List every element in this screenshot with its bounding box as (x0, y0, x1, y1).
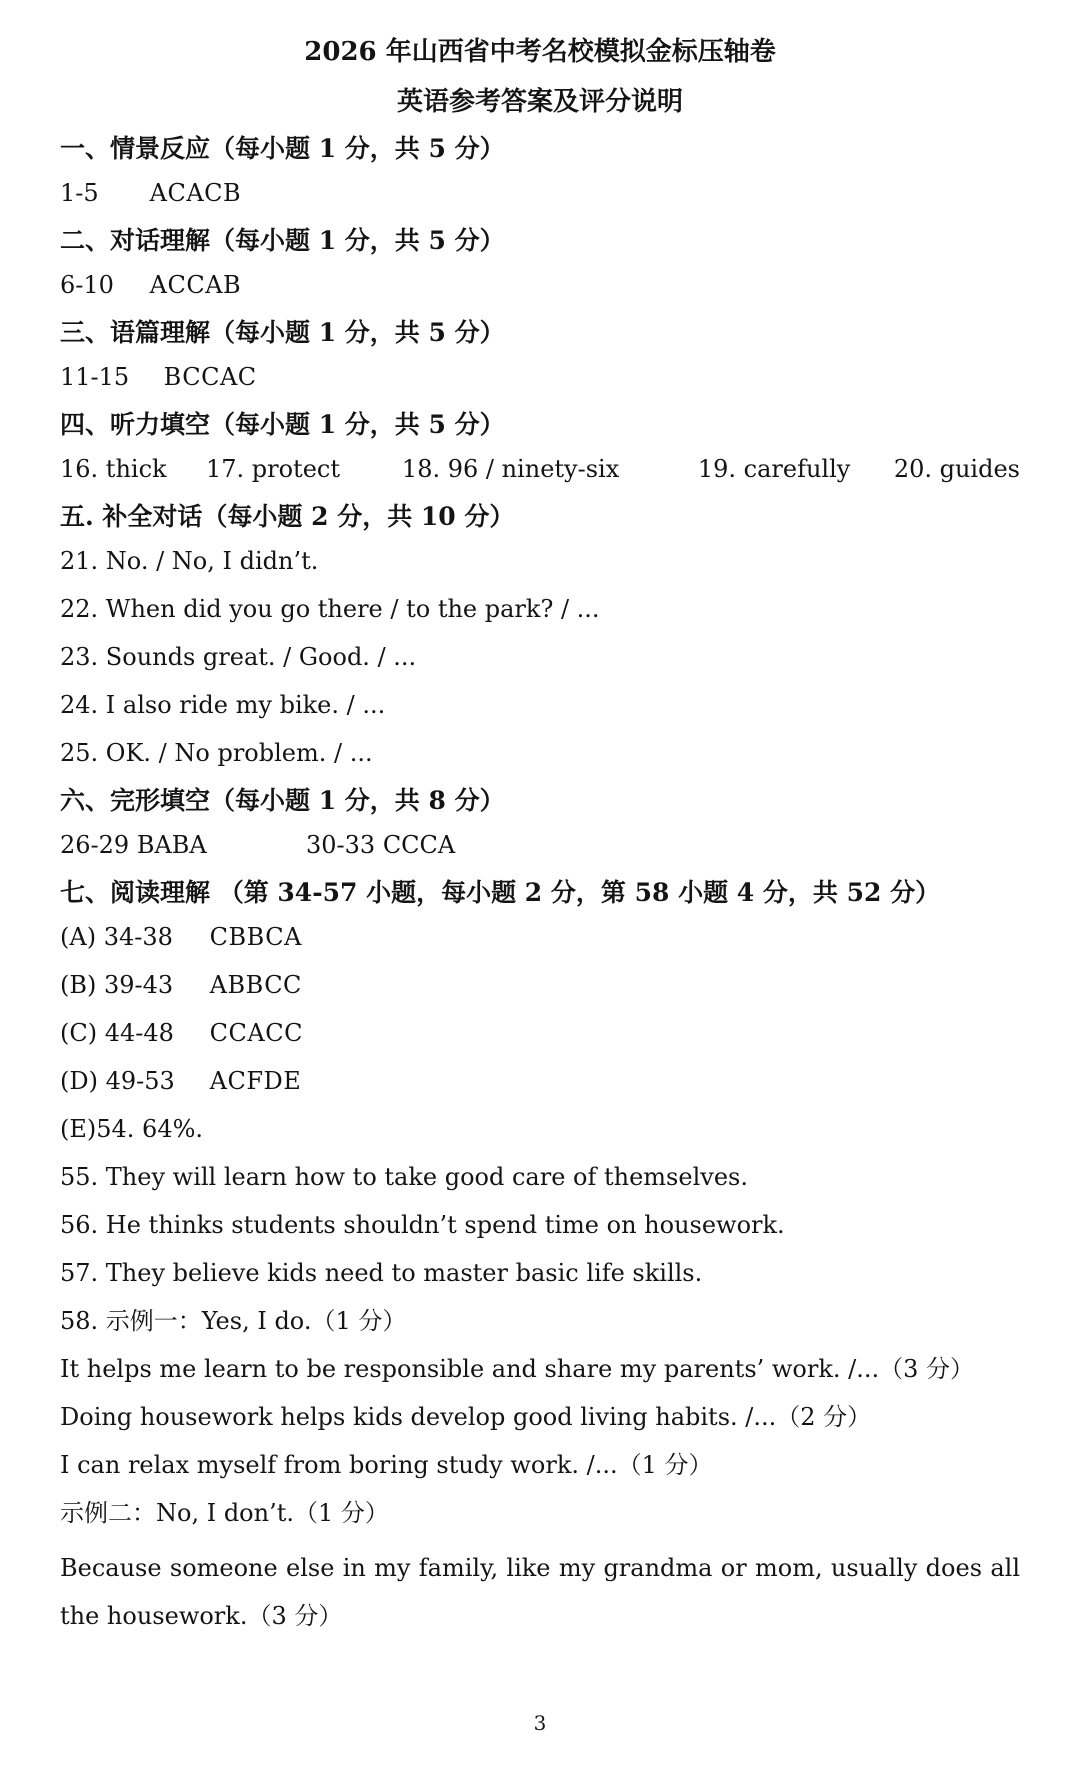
section-heading-3: 三、语篇理解（每小题 1 分，共 5 分） (60, 318, 505, 347)
section-heading-5: 五. 补全对话（每小题 2 分，共 10 分） (60, 502, 515, 531)
list-item: 16. thick (60, 455, 167, 483)
section-heading-6: 六、完形填空（每小题 1 分，共 8 分） (60, 786, 505, 815)
list-item: It helps me learn to be responsible and share my parents’ work. /...（3 分） (60, 1355, 975, 1383)
list-item: 17. protect (205, 455, 340, 483)
question-range: (B) 39-43 (60, 971, 174, 999)
list-item: 示例二：No, I don’t.（1 分） (60, 1499, 389, 1527)
question-range: (A) 34-38 (60, 923, 173, 951)
list-item: (E)54. 64%. (60, 1115, 204, 1143)
page-number: 3 (533, 1711, 547, 1735)
list-item: 58. 示例一：Yes, I do.（1 分） (60, 1307, 407, 1335)
answer-line (60, 920, 1020, 954)
answer-line (60, 176, 1020, 210)
answer-letters: ACACB (149, 179, 242, 207)
list-item: Because someone else in my family, like my grandma or mom, usually does all the housework.（3 分） (60, 1554, 1020, 1630)
list-item: Doing housework helps kids develop good living habits. /...（2 分） (60, 1403, 872, 1431)
section-heading-4: 四、听力填空（每小题 1 分，共 5 分） (60, 410, 505, 439)
answer-line (60, 268, 1020, 302)
answer-line (60, 1016, 1020, 1050)
question-range: 6-10 (60, 271, 114, 299)
section-heading-7: 七、阅读理解 （第 34-57 小题，每小题 2 分，第 58 小题 4 分，共 52 分） (60, 878, 941, 907)
answer-line (60, 1064, 1020, 1098)
answer-line (60, 968, 1020, 1002)
question-range: 11-15 (60, 363, 130, 391)
answer-letters: CBBCA (209, 923, 302, 951)
list-item: 25. OK. / No problem. / ... (60, 739, 373, 767)
answer-letters: BCCAC (163, 363, 257, 391)
list-item: I can relax myself from boring study work. /...（1 分） (60, 1451, 713, 1479)
listening-fill-row (60, 452, 1020, 486)
list-item: 19. carefully (697, 455, 851, 483)
section-heading-2: 二、对话理解（每小题 1 分，共 5 分） (60, 226, 505, 255)
list-item: 57. They believe kids need to master basic life skills. (60, 1259, 703, 1287)
section-heading-1: 一、情景反应（每小题 1 分，共 5 分） (60, 134, 505, 163)
list-item: 20. guides (893, 455, 1020, 483)
answer-letters: ACFDE (209, 1067, 302, 1095)
question-range: 1-5 (60, 179, 99, 207)
list-item: 24. I also ride my bike. / ... (60, 691, 386, 719)
list-item: 21. No. / No, I didn’t. (60, 547, 319, 575)
document-subtitle: 英语参考答案及评分说明 (396, 87, 683, 117)
list-item: 18. 96 / ninety-six (401, 455, 620, 483)
list-item: 26-29 BABA (60, 831, 207, 859)
list-item: 55. They will learn how to take good care of themselves. (60, 1163, 748, 1191)
list-item: 30-33 CCCA (306, 831, 456, 859)
answer-letters: CCACC (209, 1019, 303, 1047)
list-item: 23. Sounds great. / Good. / ... (60, 643, 417, 671)
question-range: (D) 49-53 (60, 1067, 175, 1095)
answer-letters: ACCAB (149, 271, 242, 299)
document-title: 2026 年山西省中考名校模拟金标压轴卷 (304, 37, 776, 67)
cloze-row (60, 828, 1020, 862)
answer-letters: ABBCC (209, 971, 302, 999)
answer-line (60, 360, 1020, 394)
list-item: 22. When did you go there / to the park? / ... (60, 595, 600, 623)
list-item: 56. He thinks students shouldn’t spend time on housework. (60, 1211, 785, 1239)
question-range: (C) 44-48 (60, 1019, 174, 1047)
